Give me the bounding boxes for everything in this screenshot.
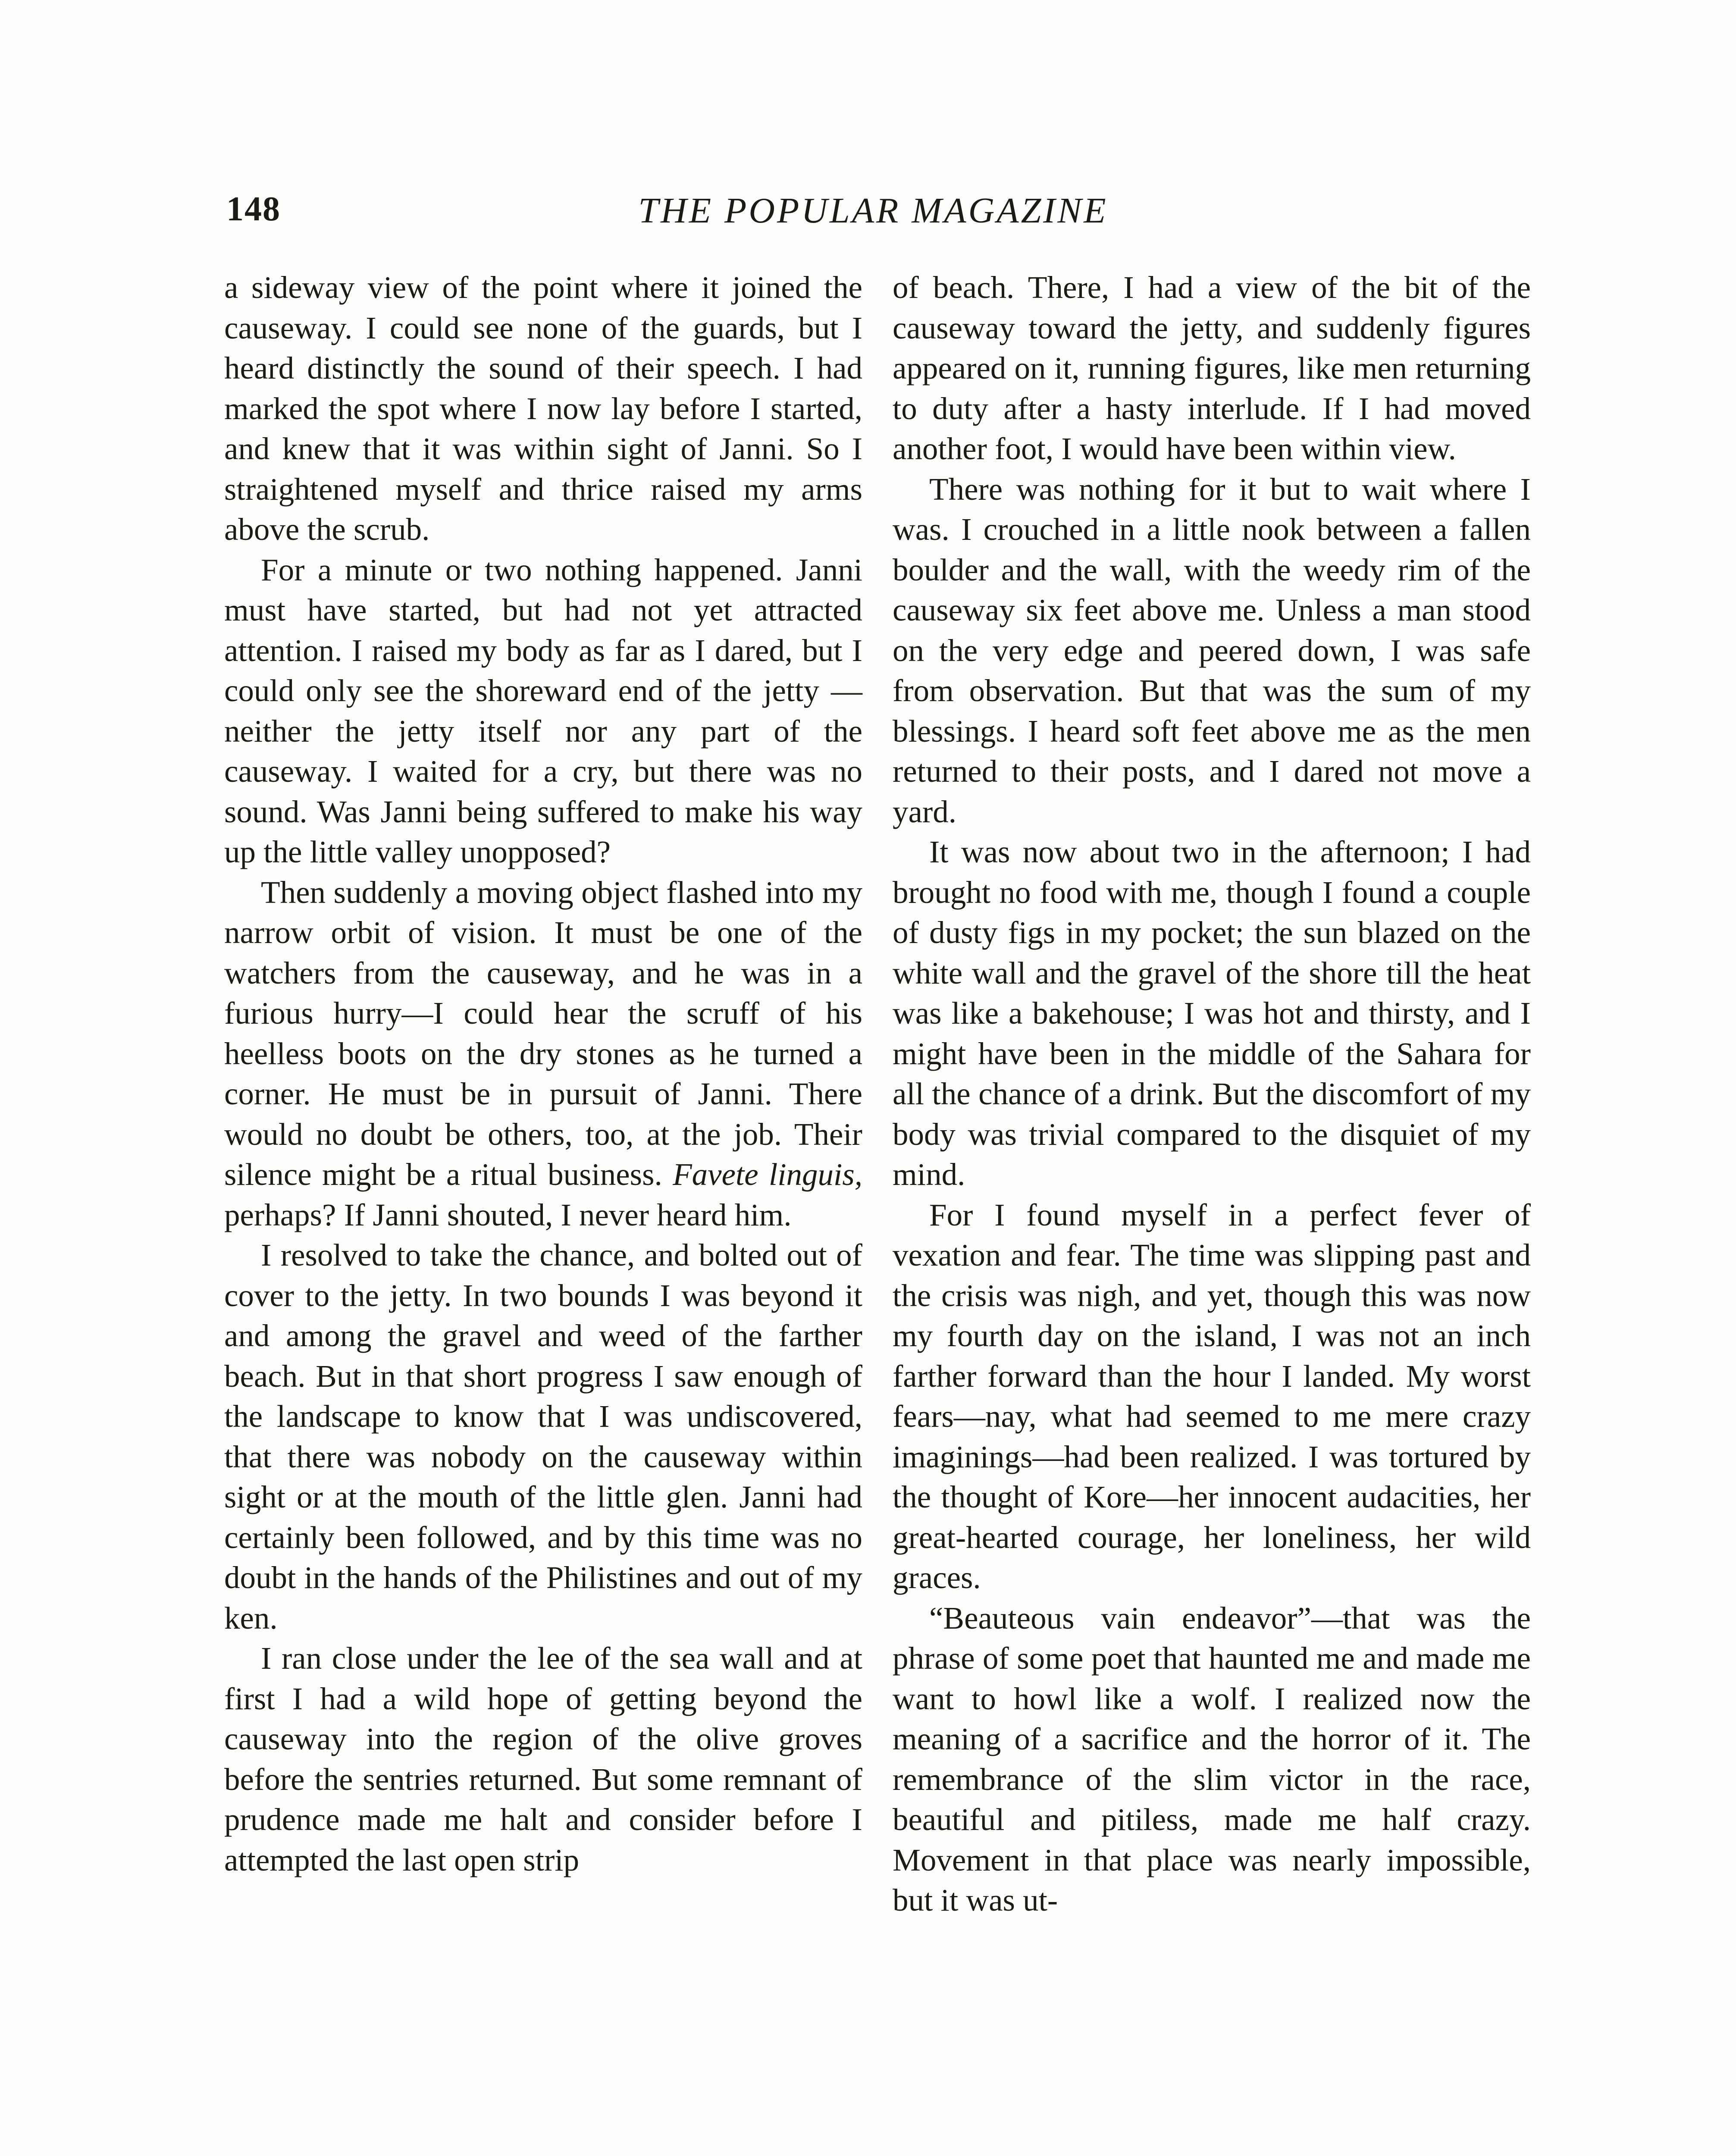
- paragraph-text: Then suddenly a moving object flashed into my narrow orbit of vision. It must be one of the watchers from the causeway, and he was in a furious hurry—I could hear the scruff of his heelless boots on the dry stones as he turned a corner. He must be in pursuit of Janni. There would no doubt be others, too, at the job. Their silence might be a ritual business.: [224, 874, 862, 1192]
- magazine-title: THE POPULAR MAGAZINE: [638, 191, 1108, 231]
- paragraph: I ran close under the lee of the sea wall and at first I had a wild hope of getting beyond the causeway into the region of the olive groves before the sentries returned. But some remnant of prudence made me halt and consider before I attempted the last open strip: [224, 1641, 862, 1877]
- paragraph: of beach. There, I had a view of the bit of the causeway toward the jetty, and suddenly figures appeared on it, running figures, like men returning to duty after a hasty interlude. If I had moved another foot, I would have been within view.: [893, 270, 1531, 466]
- page-number: 148: [226, 190, 281, 228]
- left-column: [224, 267, 862, 1880]
- paragraph: For I found myself in a perfect fever of vexation and fear. The time was slipping past and the crisis was nigh, and yet, though this was now my fourth day on the island, I was not an inch farther forward than the hour I landed. My worst fears—nay, what had seemed to me mere crazy imaginings—had been realized. I was tortured by the thought of Kore—her innocent audacities, her great-hearted courage, her loneliness, her wild graces.: [893, 1197, 1531, 1595]
- right-column: [893, 267, 1531, 1921]
- paragraph: There was nothing for it but to wait where I was. I crouched in a little nook between a fallen boulder and the wall, with the weedy rim of the causeway six feet above me. Unless a man stood on the very edge and peered down, I was safe from observation. But that was the sum of my blessings. I heard soft feet above me as the men returned to their posts, and I dared not move a yard.: [893, 471, 1531, 829]
- paragraph: “Beauteous vain endeavor”—that was the phrase of some poet that haunted me and made me want to howl like a wolf. I realized now the meaning of a sacrifice and the horror of it. The remembrance of the slim victor in the race, beautiful and pitiless, made me half crazy. Movement in that place was nearly impossible, but it was ut-: [893, 1600, 1531, 1918]
- paragraph: [224, 872, 862, 1235]
- paragraph: It was now about two in the afternoon; I had brought no food with me, though I found a couple of dusty figs in my pocket; the sun blazed on the white wall and the gravel of the shore till the heat was like a bakehouse; I was hot and thirsty, and I might have been in the middle of the Sahara for all the chance of a drink. But the discomfort of my body was trivial compared to the disquiet of my mind.: [893, 834, 1531, 1192]
- paragraph: a sideway view of the point where it joined the causeway. I could see none of the guards, but I heard distinctly the sound of their speech. I had marked the spot where I now lay before I started, and knew that it was within sight of Janni. So I straightened myself and thrice raised my arms above the scrub.: [224, 270, 862, 547]
- paragraph-text-end: perhaps? If Janni shouted, I never heard him.: [224, 1197, 792, 1232]
- latin-phrase: Favete linguis,: [673, 1157, 862, 1192]
- running-head: [226, 190, 1520, 241]
- paragraph: I resolved to take the chance, and bolted out of cover to the jetty. In two bounds I was beyond it and among the gravel and weed of the farther beach. But in that short progress I saw enough of the landscape to know that I was undiscovered, that there was nobody on the causeway within sight or at the mouth of the little glen. Janni had certainly been followed, and by this time was no doubt in the hands of the Philistines and out of my ken.: [224, 1238, 862, 1636]
- paragraph: For a minute or two nothing happened. Janni must have started, but had not yet attracted attention. I raised my body as far as I dared, but I could only see the shoreward end of the jetty —neither the jetty itself nor any part of the causeway. I waited for a cry, but there was no sound. Was Janni being suffered to make his way up the little valley unopposed?: [224, 552, 862, 869]
